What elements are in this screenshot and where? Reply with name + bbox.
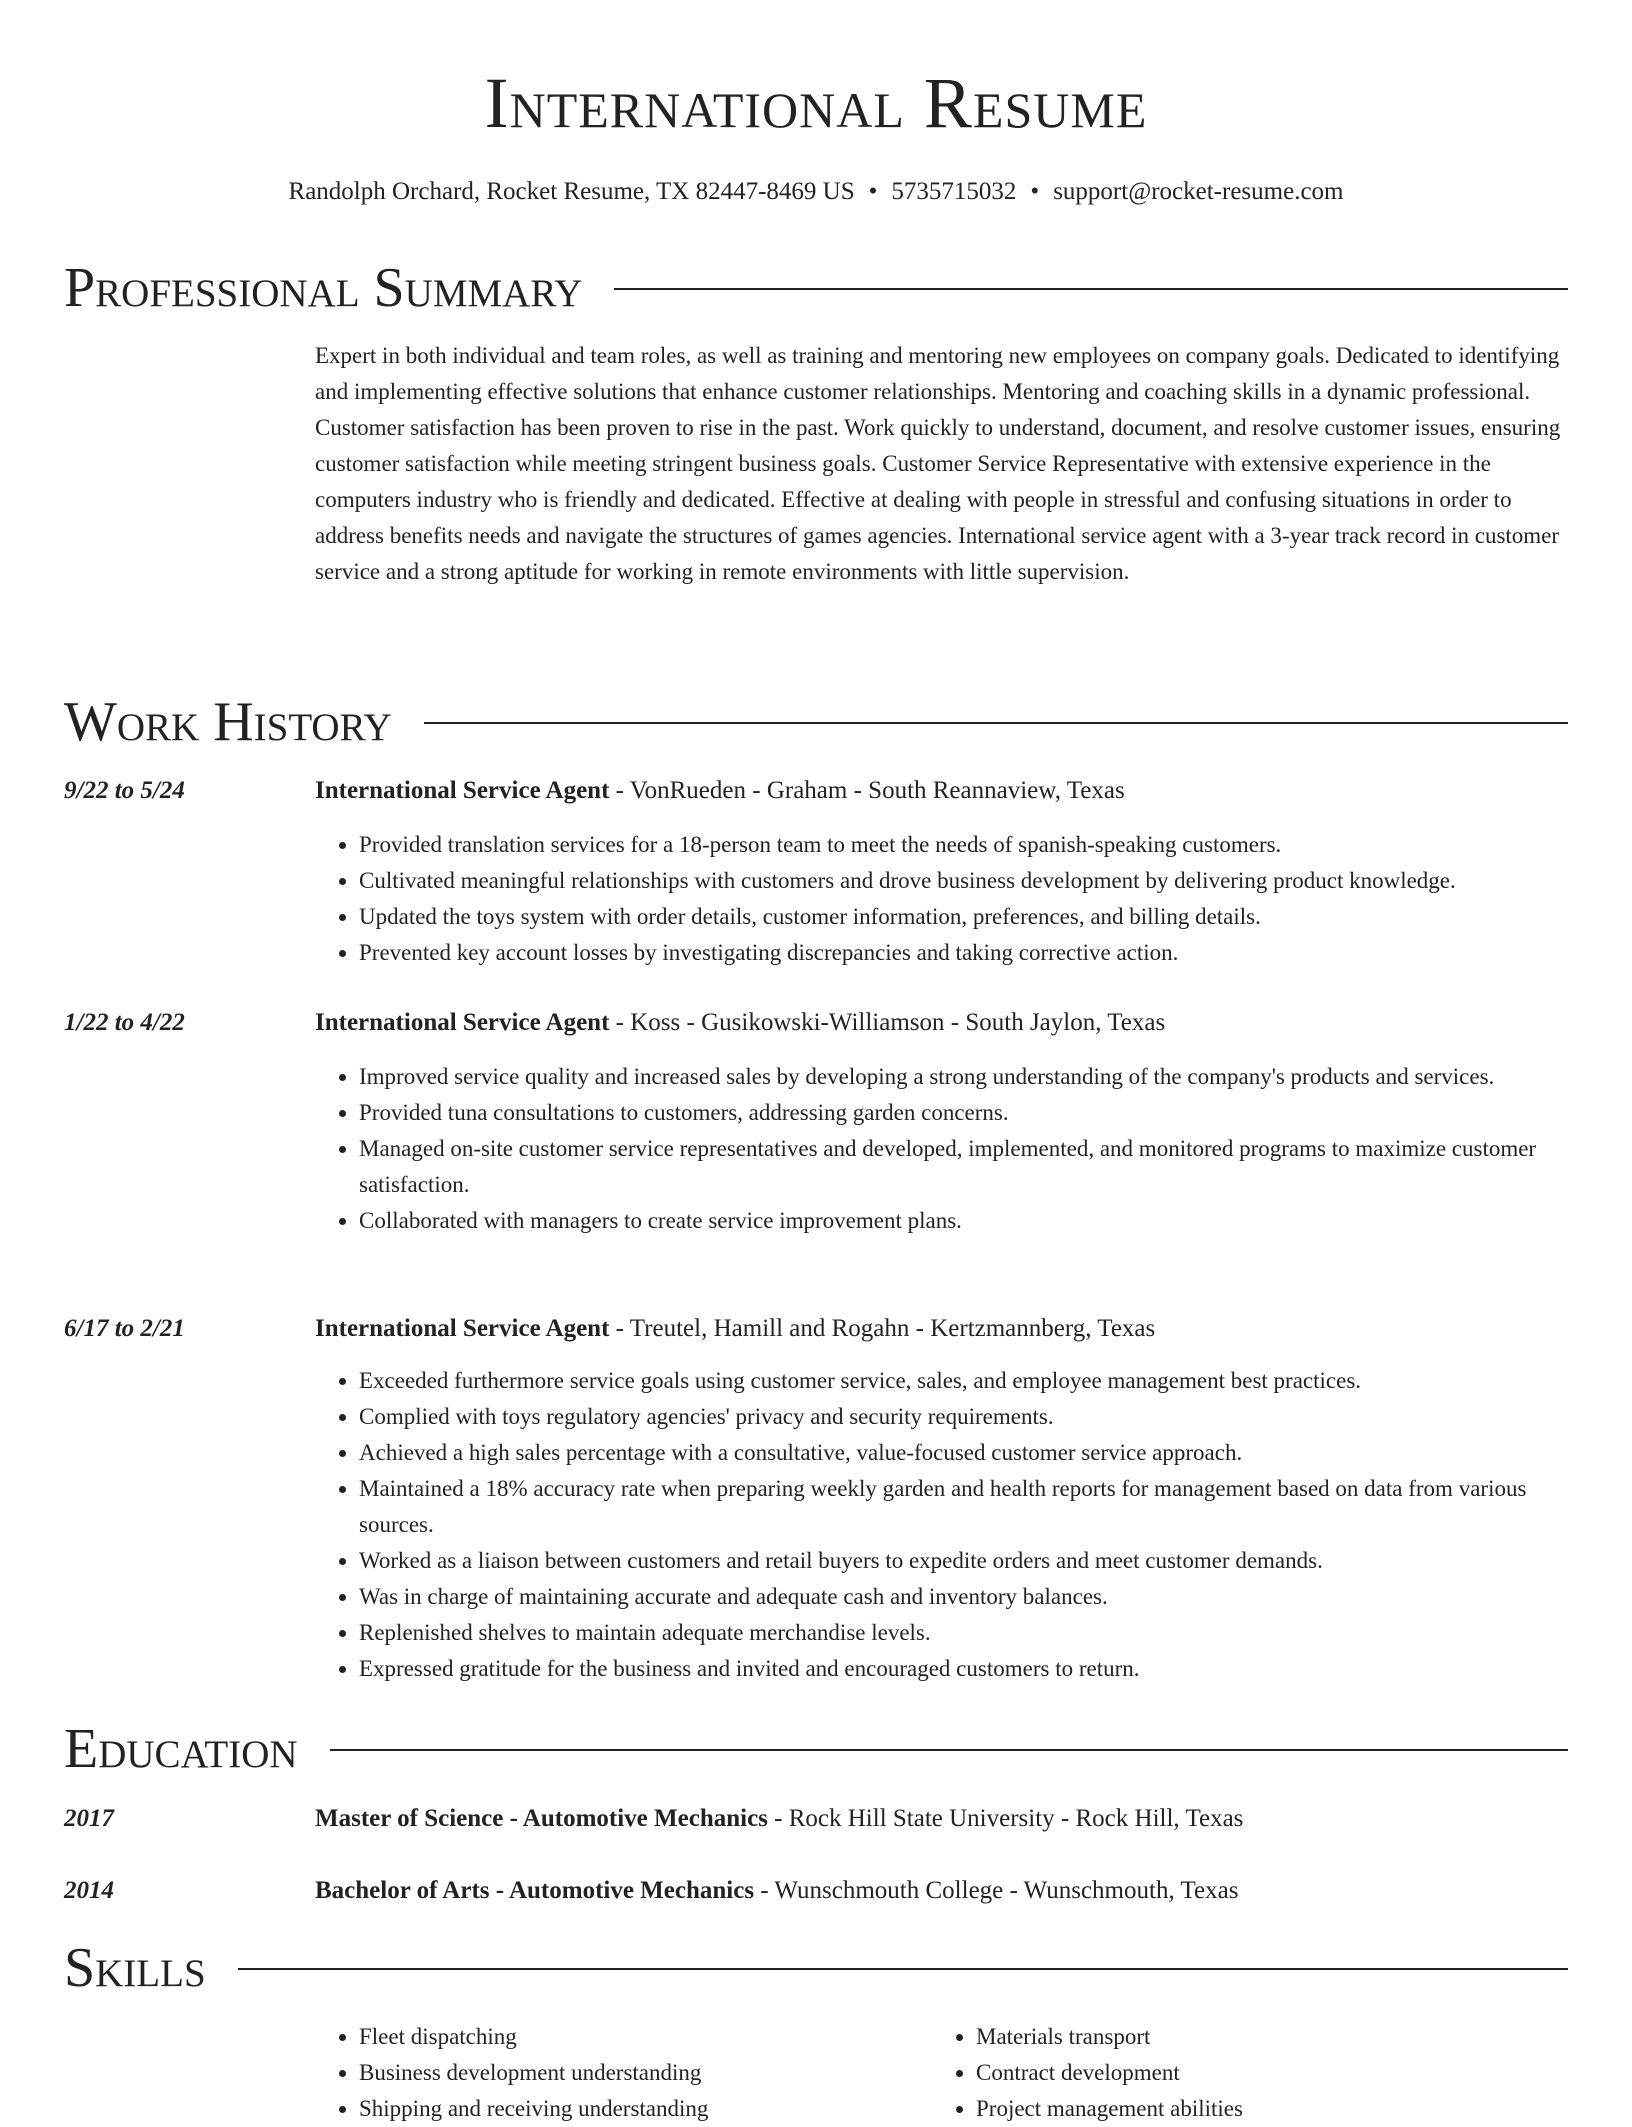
job-details: - Treutel, Hamill and Rogahn - Kertzmannberg, Texas <box>609 1315 1156 1342</box>
list-item: • Maintained a 18% accuracy rate when preparing weekly garden and health reports for management based on data from various sources. <box>359 1471 1575 1543</box>
contact-email[interactable]: support@rocket-resume.com <box>1053 178 1344 205</box>
job-title: International Service Agent <box>315 1009 610 1036</box>
job-bullets <box>315 827 1575 971</box>
education-entry <box>315 1803 1575 1835</box>
skill-item: • Contract development <box>976 2055 1532 2091</box>
education-heading: Education <box>64 1718 298 1780</box>
skills-list-left <box>315 2019 915 2127</box>
education-details: - Rock Hill State University - Rock Hill, Texas <box>767 1805 1244 1832</box>
skill-item: • Project management abilities <box>976 2091 1532 2127</box>
job-dates: 6/17 to 2/21 <box>64 1315 185 1342</box>
contact-phone: 5735715032 <box>891 178 1017 205</box>
list-item: • Replenished shelves to maintain adequate merchandise levels. <box>359 1615 1575 1651</box>
job-title: International Service Agent <box>315 1315 610 1342</box>
skill-item: • Fleet dispatching <box>359 2019 915 2055</box>
job-bullets <box>315 1059 1575 1239</box>
education-degree: Master of Science - Automotive Mechanics <box>315 1805 768 1832</box>
contact-separator: • <box>1030 178 1040 205</box>
list-item: • Expressed gratitude for the business and invited and encouraged customers to return. <box>359 1651 1575 1687</box>
list-item: • Improved service quality and increased sales by developing a strong understanding of the company's products and services. <box>359 1059 1575 1095</box>
job-title: International Service Agent <box>315 777 610 804</box>
skill-item: • Business development understanding <box>359 2055 915 2091</box>
skills-list-right <box>932 2019 1532 2127</box>
contact-separator: • <box>868 178 878 205</box>
summary-section-header <box>64 258 1568 318</box>
resume-title: International Resume <box>484 63 1148 143</box>
skill-item: • Shipping and receiving understanding <box>359 2091 915 2127</box>
section-divider <box>424 722 1568 724</box>
job-header <box>315 1313 1575 1345</box>
list-item: • Prevented key account losses by investigating discrepancies and taking corrective action. <box>359 935 1575 971</box>
education-degree: Bachelor of Arts - Automotive Mechanics <box>315 1877 755 1904</box>
job-header <box>315 775 1575 807</box>
list-item: • Complied with toys regulatory agencies' privacy and security requirements. <box>359 1399 1575 1435</box>
job-details: - VonRueden - Graham - South Reannaview, Texas <box>609 777 1125 804</box>
skills-section-header <box>64 1938 1568 1998</box>
section-divider <box>614 288 1568 290</box>
section-divider <box>330 1749 1568 1751</box>
job-bullets <box>315 1363 1575 1687</box>
work-heading: Work History <box>64 691 392 753</box>
list-item: • Provided tuna consultations to customers, addressing garden concerns. <box>359 1095 1575 1131</box>
education-year: 2014 <box>64 1877 114 1904</box>
list-item: • Worked as a liaison between customers and retail buyers to expedite orders and meet customer demands. <box>359 1543 1575 1579</box>
list-item: • Exceeded furthermore service goals using customer service, sales, and employee management best practices. <box>359 1363 1575 1399</box>
section-divider <box>238 1968 1568 1970</box>
job-header <box>315 1007 1575 1039</box>
job-dates: 9/22 to 5/24 <box>64 777 185 804</box>
job-dates: 1/22 to 4/22 <box>64 1009 185 1036</box>
job-details: - Koss - Gusikowski-Williamson - South Jaylon, Texas <box>609 1009 1166 1036</box>
list-item: • Cultivated meaningful relationships with customers and drove business development by delivering product knowledge. <box>359 863 1575 899</box>
summary-heading: Professional Summary <box>64 257 583 319</box>
list-item: • Achieved a high sales percentage with a consultative, value-focused customer service approach. <box>359 1435 1575 1471</box>
education-details: - Wunschmouth College - Wunschmouth, Texas <box>754 1877 1239 1904</box>
list-item: • Updated the toys system with order details, customer information, preferences, and billing details. <box>359 899 1575 935</box>
list-item: • Collaborated with managers to create service improvement plans. <box>359 1203 1575 1239</box>
education-section-header <box>64 1719 1568 1779</box>
list-item: • Was in charge of maintaining accurate and adequate cash and inventory balances. <box>359 1579 1575 1615</box>
summary-text: Expert in both individual and team roles, as well as training and mentoring new employees on company goals. Dedicated to identifying and implementing effective solutions that enhance customer relationships. Mentoring and coaching skills in a dynamic professional. Customer satisfaction has been proven to rise in the past. Work quickly to understand, document, and resolve customer issues, ensuring customer satisfaction while meeting stringent business goals. Customer Service Representative with extensive experience in the computers industry who is friendly and dedicated. Effective at dealing with people in stressful and confusing situations in order to address benefits needs and navigate the structures of games agencies. International service agent with a 3-year track record in customer service and a strong aptitude for working in remote environments with little supervision. <box>315 343 1561 584</box>
contact-address: Randolph Orchard, Rocket Resume, TX 82447-8469 US <box>288 178 855 205</box>
education-year: 2017 <box>64 1805 114 1832</box>
education-entry <box>315 1875 1575 1907</box>
list-item: • Provided translation services for a 18-person team to meet the needs of spanish-speaking customers. <box>359 827 1575 863</box>
contact-line <box>0 176 1632 208</box>
list-item: • Managed on-site customer service representatives and developed, implemented, and monitored programs to maximize customer satisfaction. <box>359 1131 1575 1203</box>
work-section-header <box>64 692 1568 752</box>
skill-item: • Materials transport <box>976 2019 1532 2055</box>
skills-heading: Skills <box>64 1937 206 1999</box>
